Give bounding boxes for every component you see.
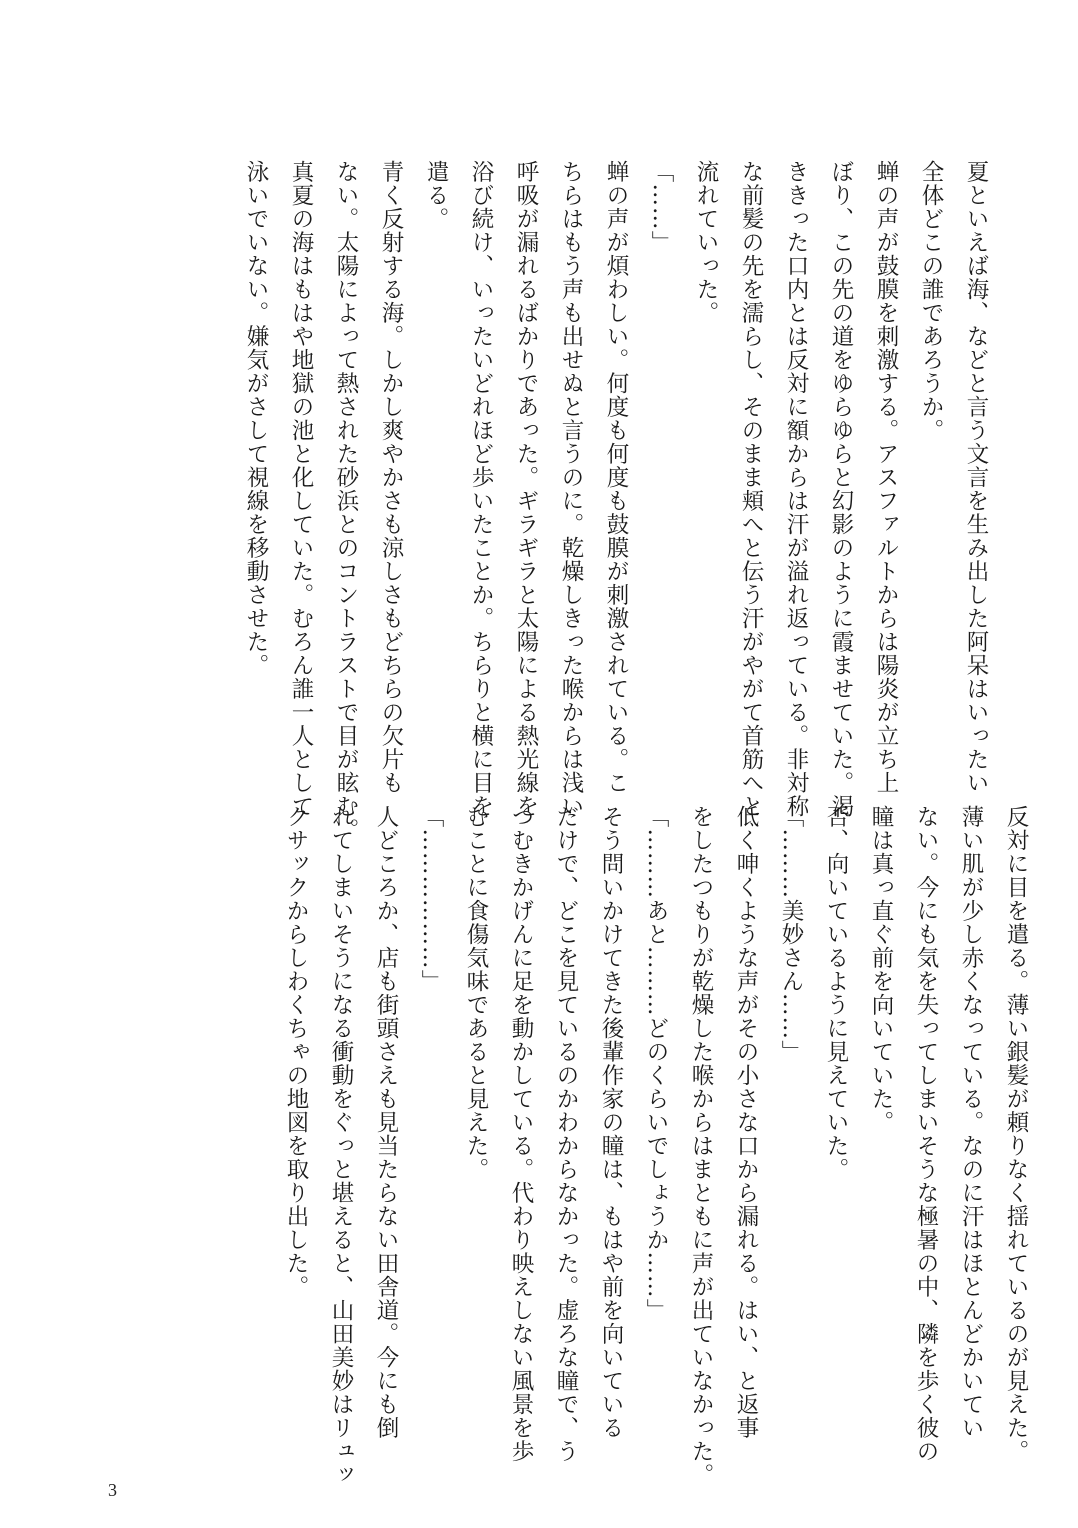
text-line: ない。太陽によって熱された砂浜とのコントラストで目が眩む。	[333, 160, 359, 842]
text-line: 真夏の海はもはや地獄の池と化していた。むろん誰一人として	[288, 160, 314, 818]
text-line: 蝉の声が煩わしい。何度も何度も鼓膜が刺激されている。こ	[603, 160, 629, 795]
text-line: 浴び続け、いったいどれほど歩いたことか。ちらりと横に目を	[468, 160, 494, 818]
text-line: れてしまいそうになる衝動をぐっと堪えると、山田美妙はリュッ	[328, 805, 354, 1487]
dialogue-line: 「………………」	[418, 805, 444, 993]
text-line: 夏といえば海、などと言う文言を生み出した阿呆はいったい	[963, 160, 989, 795]
text-line: 蝉の声が鼓膜を刺激する。アスファルトからは陽炎が立ち上	[873, 160, 899, 795]
text-line: 瞳は真っ直ぐ前を向いていた。	[868, 805, 894, 1134]
text-line: 否、向いているように見えていた。	[823, 805, 849, 1181]
text-line: だけで、どこを見ているのかわからなかった。虚ろな瞳で、う	[553, 805, 579, 1463]
text-line: ききった口内とは反対に額からは汗が溢れ返っている。非対称	[783, 160, 809, 818]
bottom-text-block	[273, 805, 1038, 1487]
text-line: クサックからしわくちゃの地図を取り出した。	[283, 805, 309, 1299]
text-line: 人どころか、店も街頭さえも見当たらない田舎道。今にも倒	[373, 805, 399, 1440]
text-line: そう問いかけてきた後輩作家の瞳は、もはや前を向いている	[598, 805, 624, 1440]
text-line: 青く反射する海。しかし爽やかさも涼しさもどちらの欠片も	[378, 160, 404, 795]
top-text-block	[233, 160, 998, 842]
dialogue-line: 「………美妙さん……」	[778, 805, 804, 1064]
text-line: つむきかげんに足を動かしている。代わり映えしない風景を歩	[508, 805, 534, 1463]
text-line: 泳いでいない。嫌気がさして視線を移動させた。	[243, 160, 269, 677]
text-line: をしたつもりが乾燥した喉からはまともに声が出ていなかった。	[688, 805, 714, 1487]
text-line: 全体どこの誰であろうか。	[918, 160, 944, 442]
page-number: 3	[108, 1480, 117, 1500]
dialogue-line: 「……」	[648, 160, 674, 254]
text-line: ない。今にも気を失ってしまいそうな極暑の中、隣を歩く彼の	[913, 805, 939, 1463]
text-line: 反対に目を遣る。薄い銀髪が頼りなく揺れているのが見えた。	[1003, 805, 1029, 1463]
text-line: 低く呻くような声がその小さな口から漏れる。はい、と返事	[733, 805, 759, 1440]
text-line: 遣る。	[423, 160, 449, 231]
text-line: 薄い肌が少し赤くなっている。なのに汗はほとんどかいてい	[958, 805, 984, 1440]
dialogue-line: 「………あと………どのくらいでしょうか……」	[643, 805, 669, 1322]
text-line: 流れていった。	[693, 160, 719, 325]
text-line: な前髪の先を濡らし、そのまま頬へと伝う汗がやがて首筋へと	[738, 160, 764, 818]
text-line: むことに食傷気味であると見えた。	[463, 805, 489, 1181]
text-line: ぼり、この先の道をゆらゆらと幻影のように霞ませていた。渇	[828, 160, 854, 818]
text-line: 呼吸が漏れるばかりであった。ギラギラと太陽による熱光線を	[513, 160, 539, 818]
text-line: ちらはもう声も出せぬと言うのに。乾燥しきった喉からは浅い	[558, 160, 584, 818]
